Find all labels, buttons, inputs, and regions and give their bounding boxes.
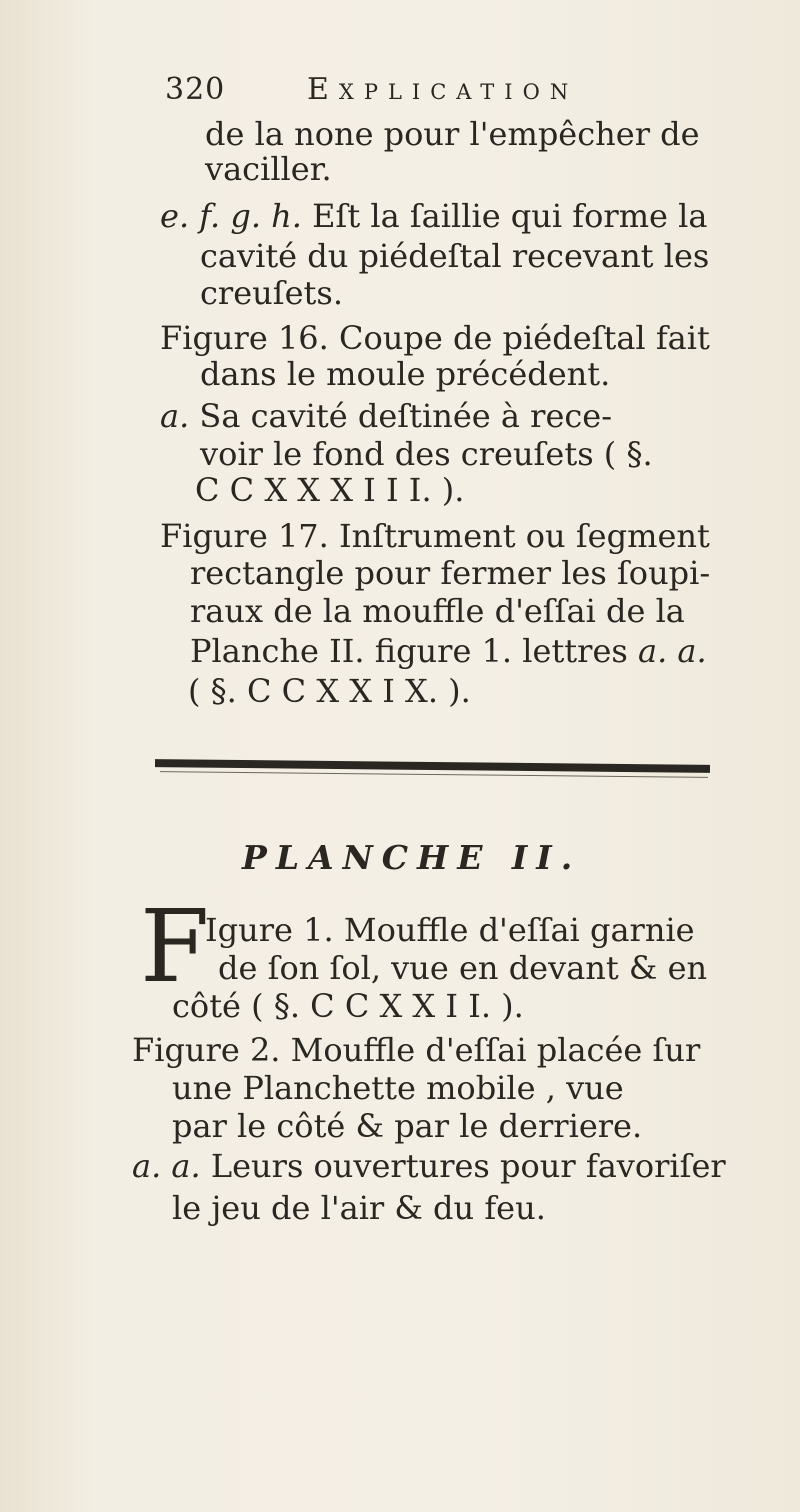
text-line: Figure 17. Inſtrument ou ſegment — [160, 517, 710, 555]
figure-letters: a. a. — [637, 632, 707, 670]
text-line: de la none pour l'empêcher de — [205, 115, 700, 153]
text-line — [132, 1147, 726, 1185]
text-line: côté ( §. C C X X I I. ). — [172, 987, 524, 1025]
text-line: raux de la mouffle d'eſſai de la — [190, 592, 685, 630]
text-fragment: Leurs ouvertures pour favoriſer — [210, 1147, 726, 1185]
text-line: par le côté & par le derriere. — [172, 1107, 643, 1145]
text-fragment: Eſt la ſaillie qui forme la — [312, 197, 708, 235]
text-line — [160, 197, 708, 235]
text-line: Igure 1. Mouffle d'eſſai garnie — [205, 911, 695, 949]
text-line: le jeu de l'air & du feu. — [172, 1189, 546, 1227]
text-line: Figure 2. Mouffle d'eſſai placée ſur — [132, 1031, 701, 1069]
text-line: cavité du piédeſtal recevant les — [200, 237, 710, 275]
page-number: 320 — [165, 72, 226, 107]
section-title: PLANCHE II. — [242, 838, 582, 877]
figure-letters: a. — [160, 397, 190, 435]
text-line: une Planchette mobile , vue — [172, 1069, 624, 1107]
drop-cap: F — [140, 888, 210, 1005]
section-divider-hairline — [160, 771, 708, 778]
text-line: creuſets. — [200, 274, 343, 312]
text-line — [160, 397, 613, 435]
figure-letters: a. a. — [132, 1147, 201, 1185]
text-line: ( §. C C X X I X. ). — [188, 672, 471, 710]
text-line — [190, 632, 707, 670]
text-fragment: Planche II. figure 1. lettres — [190, 632, 628, 670]
text-line: rectangle pour fermer les ſoupi- — [190, 554, 711, 592]
section-divider — [155, 759, 710, 773]
text-line: voir le fond des creuſets ( §. — [200, 435, 653, 473]
running-title: Explication — [307, 72, 579, 107]
text-line: Figure 16. Coupe de piédeſtal fait — [160, 319, 710, 357]
text-line: de ſon ſol, vue en devant & en — [218, 949, 708, 987]
text-line: C C X X X I I I. ). — [195, 471, 465, 509]
text-fragment: Sa cavité deſtinée à rece- — [199, 397, 613, 435]
figure-letters: e. f. g. h. — [160, 197, 302, 235]
text-line: dans le moule précédent. — [200, 355, 611, 393]
text-line: vaciller. — [205, 150, 332, 188]
